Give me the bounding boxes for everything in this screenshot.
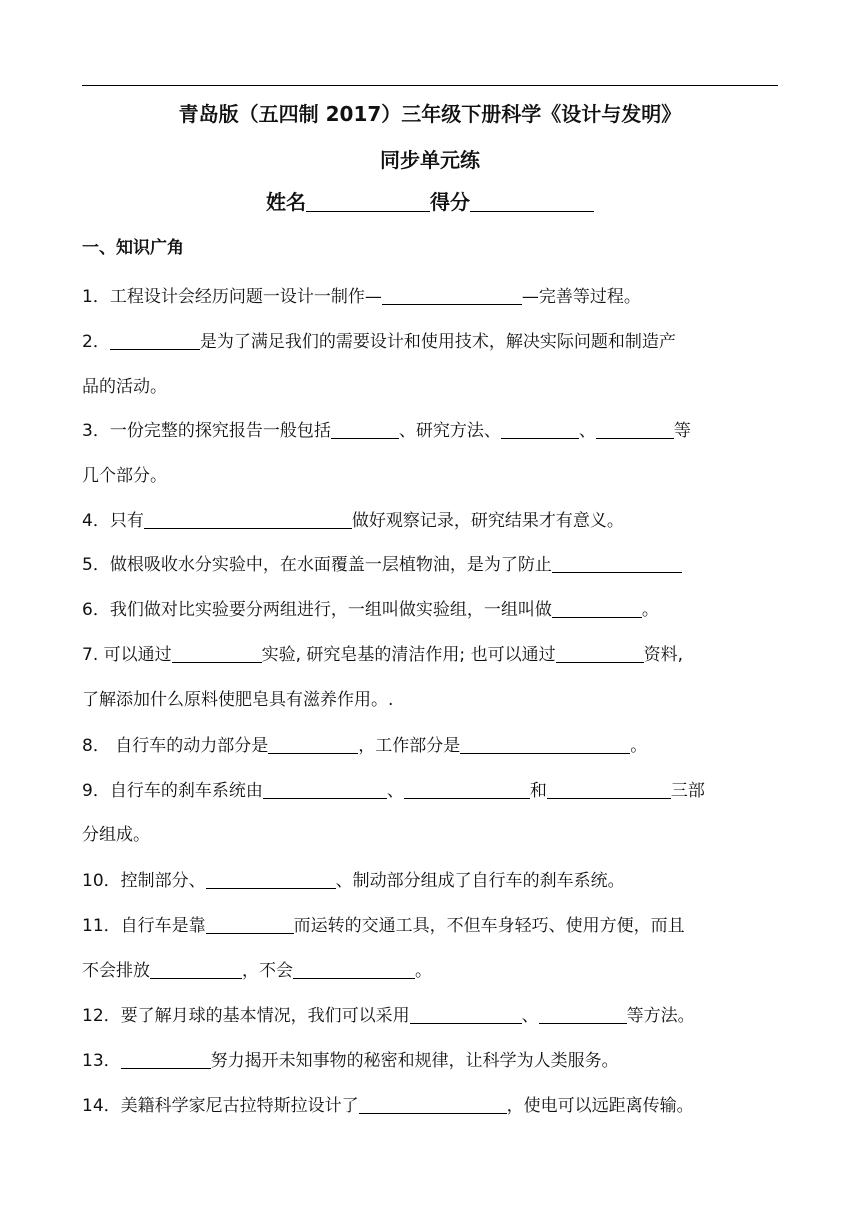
question-text: 了解添加什么原料使肥皂具有滋养作用。. <box>82 690 394 710</box>
name-score-bar <box>0 186 860 215</box>
question-9 <box>82 776 705 801</box>
question-text: 分组成。 <box>82 825 150 845</box>
question-text: 。 <box>415 961 432 981</box>
answer-blank[interactable] <box>501 420 579 439</box>
answer-blank[interactable] <box>539 1005 627 1024</box>
question-text: 1．工程设计会经历问题一设计一制作— <box>82 287 382 307</box>
answer-blank[interactable] <box>206 915 294 934</box>
answer-blank[interactable] <box>410 1005 522 1024</box>
name-label: 姓名 <box>266 190 306 214</box>
score-blank[interactable] <box>470 193 594 212</box>
answer-blank[interactable] <box>293 960 415 979</box>
question-3 <box>82 416 691 441</box>
answer-blank[interactable] <box>404 780 530 799</box>
question-text: 和 <box>529 781 547 801</box>
answer-blank[interactable] <box>382 286 522 305</box>
question-text: 等 <box>673 421 691 441</box>
answer-blank[interactable] <box>552 554 682 573</box>
question-text: 等方法。 <box>626 1006 695 1026</box>
question-text: 。 <box>641 600 659 620</box>
question-text: 努力揭开未知事物的秘密和规律，让科学为人类服务。 <box>210 1051 619 1071</box>
answer-blank[interactable] <box>172 644 262 663</box>
question-1 <box>82 282 641 307</box>
question-text: 而运转的交通工具，不但车身轻巧、使用方便，而且 <box>293 916 685 936</box>
score-label: 得分 <box>430 190 470 214</box>
question-text: 13． <box>82 1051 121 1071</box>
page-subtitle: 同步单元练 <box>380 148 480 172</box>
question-text: 6．我们做对比实验要分两组进行，一组叫做实验组，一组叫做 <box>82 600 552 620</box>
answer-blank[interactable] <box>144 510 352 529</box>
answer-blank[interactable] <box>359 1095 507 1114</box>
answer-blank[interactable] <box>206 870 336 889</box>
question-12 <box>82 1001 695 1026</box>
answer-blank[interactable] <box>263 780 387 799</box>
question-text: 9．自行车的刹车系统由 <box>82 781 263 801</box>
question-text: 12．要了解月球的基本情况，我们可以采用 <box>82 1006 410 1026</box>
question-text: —完善等过程。 <box>521 287 641 307</box>
question-text: 不会排放 <box>82 961 150 981</box>
section-heading: 一、知识广角 <box>82 238 184 258</box>
question-text: 品的活动。 <box>82 377 167 397</box>
question-2 <box>82 327 676 352</box>
top-rule <box>82 85 778 86</box>
question-text: 、 <box>521 1006 539 1026</box>
answer-blank[interactable] <box>121 1050 211 1069</box>
answer-blank[interactable] <box>110 331 200 350</box>
question-text: 11．自行车是靠 <box>82 916 206 936</box>
question-11-cont <box>82 956 432 981</box>
question-text: 、 <box>386 781 404 801</box>
question-text: 14．美籍科学家尼古拉特斯拉设计了 <box>82 1096 359 1116</box>
question-9-cont <box>82 820 150 845</box>
question-text: 是为了满足我们的需要设计和使用技术，解决实际问题和制造产 <box>199 332 676 352</box>
question-text: 8． 自行车的动力部分是 <box>82 736 269 756</box>
question-2-cont <box>82 372 167 397</box>
question-text: 10．控制部分、 <box>82 871 206 891</box>
question-text: ，不会 <box>242 961 293 981</box>
question-14 <box>82 1091 694 1116</box>
question-text: 5．做根吸收水分实验中，在水面覆盖一层植物油，是为了防止 <box>82 555 552 575</box>
question-7-cont <box>82 685 393 710</box>
question-8 <box>82 731 647 756</box>
question-13 <box>82 1046 619 1071</box>
question-text: 资料, <box>643 645 683 665</box>
question-text: 。 <box>630 736 648 756</box>
answer-blank[interactable] <box>552 599 642 618</box>
question-text: 做好观察记录，研究结果才有意义。 <box>351 511 624 531</box>
answer-blank[interactable] <box>547 780 671 799</box>
answer-blank[interactable] <box>331 420 399 439</box>
answer-blank[interactable] <box>556 644 644 663</box>
name-blank[interactable] <box>306 193 430 212</box>
question-text: 、研究方法、 <box>398 421 501 441</box>
question-3-cont <box>82 461 167 486</box>
question-text: 实验, 研究皂基的清洁作用; 也可以通过 <box>261 645 556 665</box>
answer-blank[interactable] <box>150 960 242 979</box>
question-text: 、 <box>578 421 596 441</box>
question-6 <box>82 595 659 620</box>
answer-blank[interactable] <box>596 420 674 439</box>
question-5 <box>82 550 682 575</box>
answer-blank[interactable] <box>268 735 358 754</box>
question-text: 4．只有 <box>82 511 144 531</box>
question-11 <box>82 911 685 936</box>
question-text: 3．一份完整的探究报告一般包括 <box>82 421 331 441</box>
question-7 <box>82 640 683 665</box>
question-4 <box>82 506 624 531</box>
question-text: ，使电可以远距离传输。 <box>506 1096 694 1116</box>
question-text: 几个部分。 <box>82 466 167 486</box>
question-text: 2． <box>82 332 110 352</box>
answer-blank[interactable] <box>460 735 630 754</box>
question-text: 三部 <box>670 781 705 801</box>
question-10 <box>82 866 625 891</box>
question-text: 、制动部分组成了自行车的刹车系统。 <box>335 871 625 891</box>
question-text: 7. 可以通过 <box>82 645 172 665</box>
question-text: ，工作部分是 <box>358 736 461 756</box>
page-title: 青岛版（五四制 2017）三年级下册科学《设计与发明》 <box>178 102 682 126</box>
